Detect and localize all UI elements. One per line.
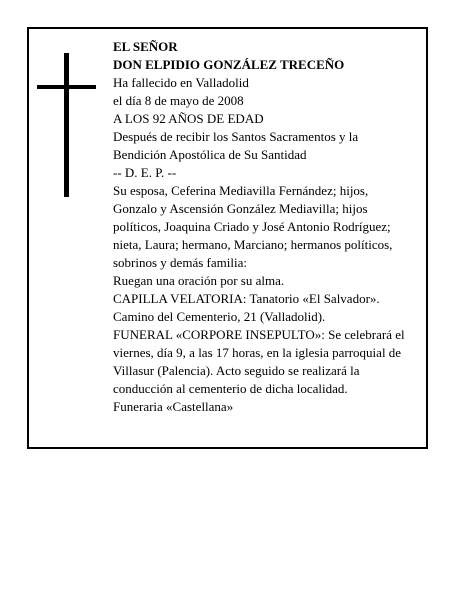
cross-horizontal-bar	[37, 85, 96, 89]
funeral-home: Funeraria «Castellana»	[113, 399, 234, 414]
family-line-4: nieta, Laura; hermano, Marciano; hermanos políticos,	[113, 237, 393, 252]
sacraments-line-1: Después de recibir los Santos Sacramentos y la	[113, 129, 359, 144]
obituary-text	[113, 38, 425, 416]
age-at-death: A LOS 92 AÑOS DE EDAD	[113, 111, 264, 126]
rest-in-peace: -- D. E. P. --	[113, 165, 177, 180]
funeral-line-3: Villasur (Palencia). Acto seguido se realizará la	[113, 363, 360, 378]
wake-location: CAPILLA VELATORIA: Tanatorio «El Salvador».	[113, 291, 380, 306]
family-line-2: Gonzalo y Ascensión González Mediavilla; hijos	[113, 201, 368, 216]
funeral-line-2: viernes, día 9, a las 17 horas, en la iglesia parroquial de	[113, 345, 402, 360]
family-line-3: políticos, Joaquina Criado y José Antonio Rodríguez;	[113, 219, 391, 234]
cross-icon	[37, 53, 96, 197]
prayer-request: Ruegan una oración por su alma.	[113, 273, 285, 288]
death-date: el día 8 de mayo de 2008	[113, 93, 244, 108]
sacraments-line-2: Bendición Apostólica de Su Santidad	[113, 147, 307, 162]
death-place: Ha fallecido en Valladolid	[113, 75, 249, 90]
funeral-line-1: FUNERAL «CORPORE INSEPULTO»: Se celebrará el	[113, 327, 405, 342]
deceased-title: EL SEÑOR	[113, 39, 178, 54]
family-line-1: Su esposa, Ceferina Mediavilla Fernández; hijos,	[113, 183, 369, 198]
funeral-line-4: conducción al cementerio de dicha localidad.	[113, 381, 348, 396]
cross-vertical-bar	[64, 53, 69, 197]
wake-address: Camino del Cementerio, 21 (Valladolid).	[113, 309, 326, 324]
family-line-5: sobrinos y demás familia:	[113, 255, 247, 270]
deceased-name: DON ELPIDIO GONZÁLEZ TRECEÑO	[113, 57, 345, 72]
